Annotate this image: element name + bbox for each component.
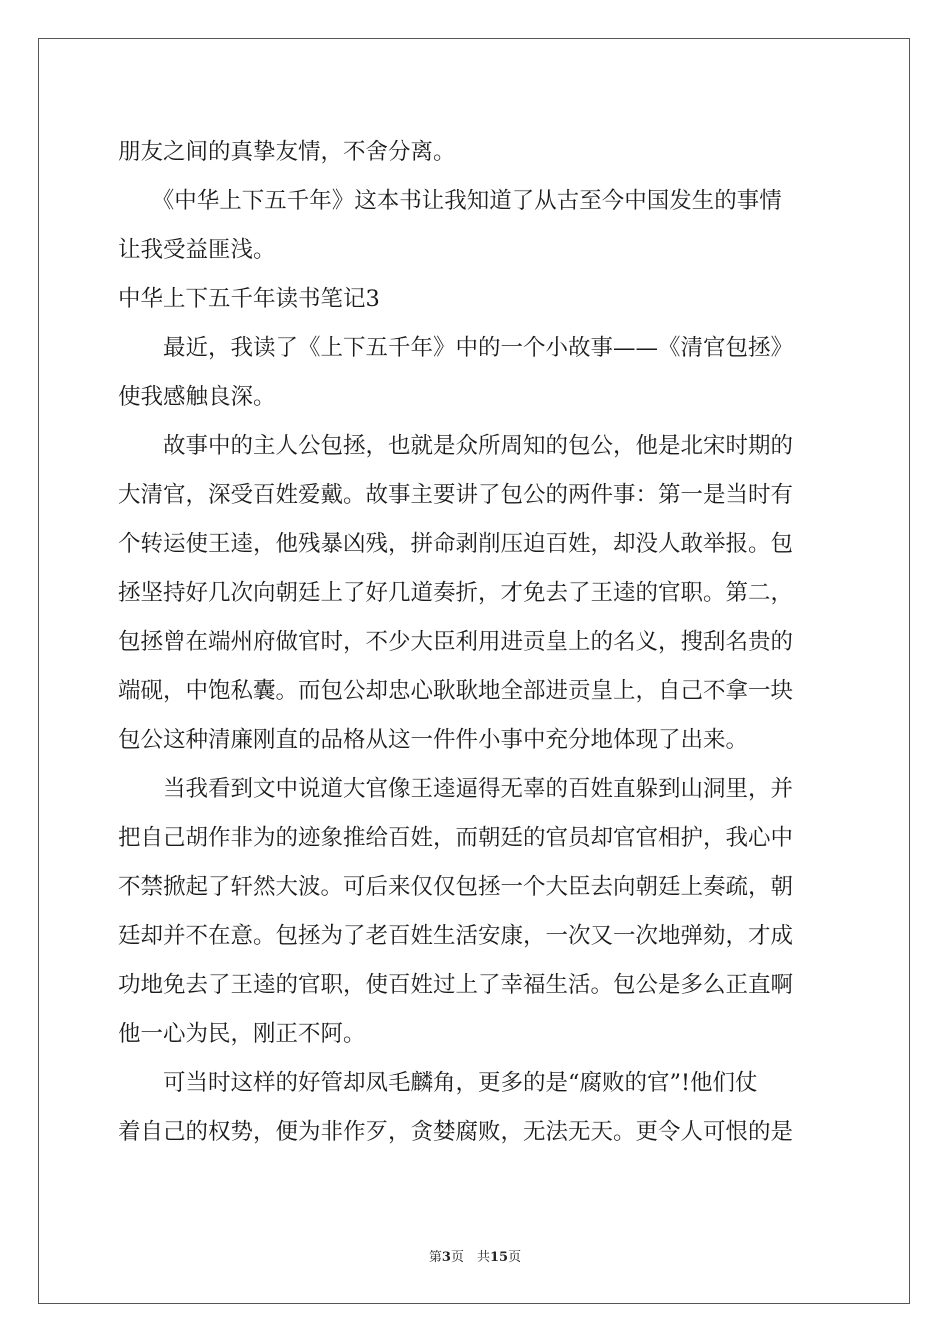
text-line: 可当时这样的好管却凤毛麟角，更多的是“腐败的官”!他们仗 (118, 1070, 758, 1096)
footer-suffix: 页 (508, 1250, 522, 1265)
text-line: 让我受益匪浅。 (118, 237, 276, 263)
text-line: 《中华上下五千年》这本书让我知道了从古至今中国发生的事情 (118, 188, 782, 214)
text-line: 功地免去了王逵的官职，使百姓过上了幸福生活。包公是多么正直啊 (118, 972, 794, 998)
text-line: 个转运使王逵，他残暴凶残，拼命剥削压迫百姓，却没人敢举报。包 (118, 531, 794, 557)
text-line: 朋友之间的真挚友情，不舍分离。 (118, 139, 456, 165)
text-line: 最近，我读了《上下五千年》中的一个小故事——《清官包拯》 (118, 335, 794, 361)
text-line: 故事中的主人公包拯，也就是众所周知的包公，他是北宋时期的 (118, 433, 794, 459)
page-footer (0, 1246, 950, 1265)
text-line: 拯坚持好几次向朝廷上了好几道奏折，才免去了王逵的官职。第二， (118, 580, 794, 606)
text-line: 包公这种清廉刚直的品格从这一件件小事中充分地体现了出来。 (118, 727, 749, 753)
text-line: 包拯曾在端州府做官时，不少大臣利用进贡皇上的名义，搜刮名贵的 (118, 629, 794, 655)
text-line: 大清官，深受百姓爱戴。故事主要讲了包公的两件事：第一是当时有 (118, 482, 794, 508)
footer-prefix: 第 (428, 1250, 442, 1265)
document-body (118, 128, 834, 1157)
current-page-number: 3 (441, 1250, 451, 1265)
text-line: 着自己的权势，便为非作歹，贪婪腐败，无法无天。更令人可恨的是 (118, 1119, 794, 1145)
section-heading: 中华上下五千年读书笔记3 (118, 286, 380, 312)
text-line: 端砚，中饱私囊。而包公却忠心耿耿地全部进贡皇上，自己不拿一块 (118, 678, 794, 704)
text-line: 廷却并不在意。包拯为了老百姓生活安康，一次又一次地弹劾，才成 (118, 923, 794, 949)
text-line: 他一心为民，刚正不阿。 (118, 1021, 366, 1047)
text-line: 把自己胡作非为的迹象推给百姓，而朝廷的官员却官官相护，我心中 (118, 825, 794, 851)
total-pages-number: 15 (489, 1250, 509, 1265)
footer-mid: 页 共 (450, 1250, 490, 1265)
text-line: 不禁掀起了轩然大波。可后来仅仅包拯一个大臣去向朝廷上奏疏，朝 (118, 874, 794, 900)
text-line: 当我看到文中说道大官像王逵逼得无辜的百姓直躲到山洞里，并 (118, 776, 794, 802)
text-line: 使我感触良深。 (118, 384, 276, 410)
